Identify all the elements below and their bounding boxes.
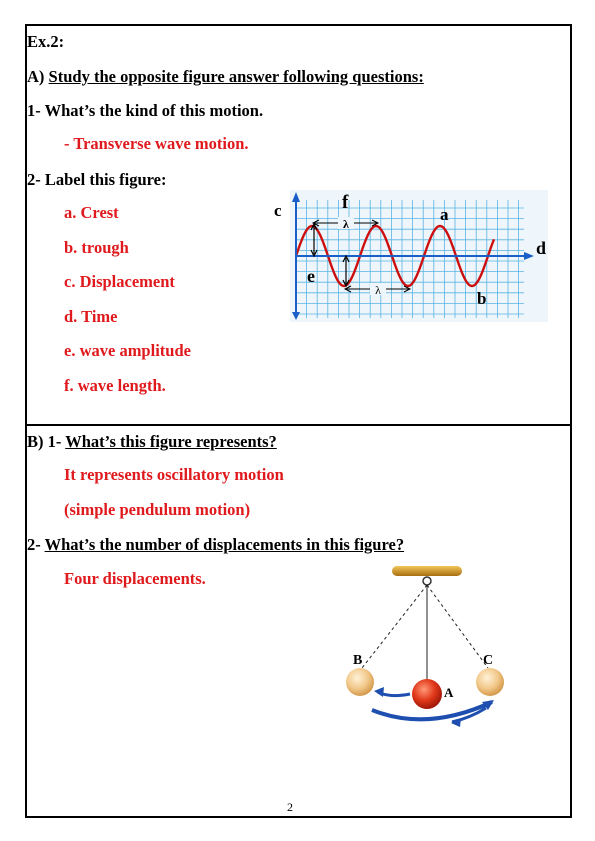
part-b-prefix: B) 1- — [27, 432, 66, 451]
question-a2: 2- Label this figure: — [27, 170, 167, 189]
part-b-question-1 — [27, 432, 277, 452]
part-a-heading-text: Study the opposite figure answer following questions: — [48, 67, 424, 86]
pendulum-label-c: C — [483, 653, 494, 668]
part-b-question-1-text: What’s this figure represents? — [65, 432, 277, 451]
pendulum-label-b: B — [353, 653, 363, 668]
pendulum-hook — [423, 577, 431, 585]
label-b: b — [477, 289, 487, 308]
pendulum-figure — [320, 560, 535, 750]
lambda-label-bottom: λ — [375, 283, 381, 297]
answer-b2: Four displacements. — [64, 569, 206, 588]
answer-b1-line2: (simple pendulum motion) — [64, 500, 251, 519]
pendulum-bob-a — [412, 679, 442, 709]
swing-arrowhead-left — [374, 687, 384, 697]
label-item: f. wave length. — [64, 376, 166, 395]
label-item: e. wave amplitude — [64, 341, 191, 360]
answer-b1-line1: It represents oscillatory motion — [64, 465, 284, 484]
page-number: 2 — [287, 800, 293, 814]
answer-a1: - Transverse wave motion. — [64, 134, 249, 153]
lambda-label-top: λ — [343, 217, 349, 231]
part-a-heading — [27, 67, 424, 87]
question-a1: 1- What’s the kind of this motion. — [27, 101, 264, 120]
label-item: c. Displacement — [64, 272, 175, 291]
part-b-q2-prefix: 2- — [27, 535, 45, 554]
label-a: a — [440, 205, 449, 224]
pendulum-string-right — [427, 585, 488, 668]
section-divider — [25, 424, 572, 426]
pendulum-bob-c — [476, 668, 504, 696]
exercise-title: Ex.2: — [27, 32, 65, 51]
label-c: c — [274, 201, 282, 220]
label-d: d — [536, 238, 547, 258]
swing-arrowhead-right — [451, 718, 461, 727]
label-item: a. Crest — [64, 203, 119, 222]
part-b-question-2-text: What’s the number of displacements in this figure? — [44, 535, 405, 554]
pendulum-label-a: A — [444, 685, 454, 700]
pendulum-string-left — [362, 585, 427, 668]
wave-figure — [262, 186, 562, 326]
label-item: d. Time — [64, 307, 118, 326]
pendulum-support-bar — [392, 566, 462, 576]
label-e: e — [307, 266, 315, 286]
label-item: b. trough — [64, 238, 129, 257]
label-f: f — [342, 192, 349, 213]
pendulum-bob-b — [346, 668, 374, 696]
part-b-question-2 — [27, 535, 404, 555]
part-a-prefix: A) — [27, 67, 49, 86]
